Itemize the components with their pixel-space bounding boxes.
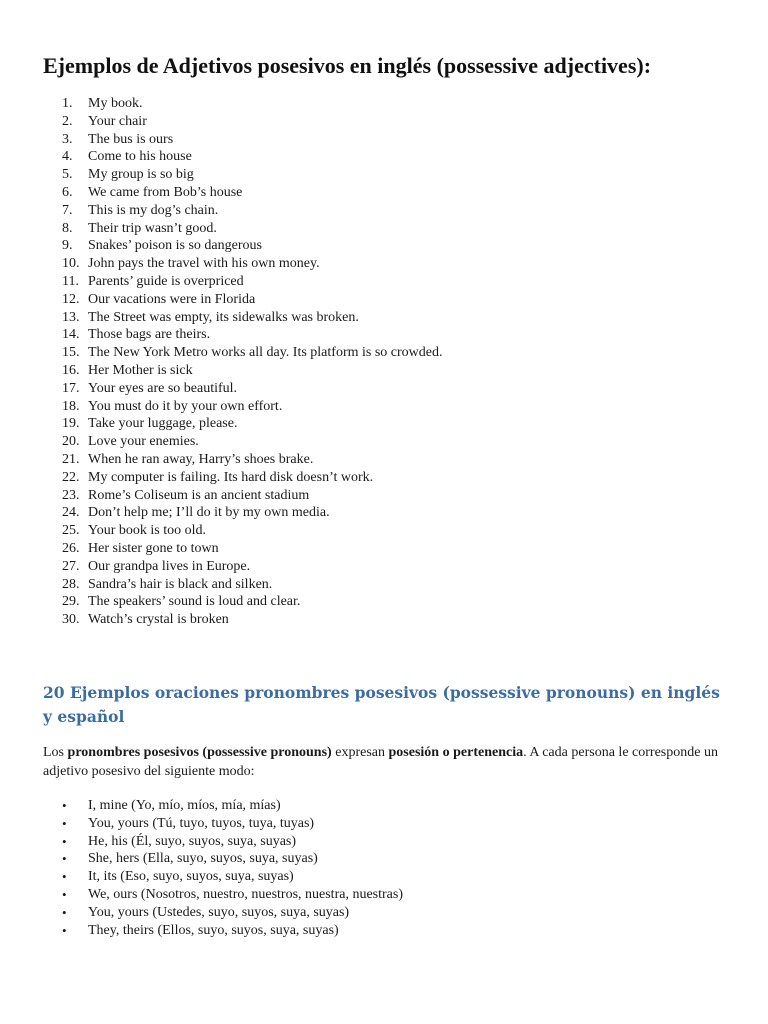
list-item-text: Our vacations were in Florida bbox=[88, 291, 256, 307]
list-item bbox=[0, 593, 720, 611]
bullet-item bbox=[0, 886, 720, 904]
list-item-number: 6. bbox=[62, 184, 73, 200]
list-item-text: My computer is failing. Its hard disk doesn’t work. bbox=[88, 469, 374, 485]
list-item bbox=[0, 184, 720, 202]
list-item bbox=[0, 380, 720, 398]
bullet-item-text: She, hers (Ella, suyo, suyos, suya, suyas) bbox=[88, 851, 318, 867]
bullet-icon: • bbox=[62, 904, 67, 920]
list-item bbox=[0, 273, 720, 291]
list-item-number: 9. bbox=[62, 238, 73, 254]
list-item-text: Your chair bbox=[88, 113, 147, 129]
list-item-text: Your book is too old. bbox=[88, 523, 206, 539]
list-item-number: 27. bbox=[62, 558, 80, 574]
paragraph-text: . A cada persona le corresponde un adjetivo posesivo del siguiente modo: bbox=[43, 745, 718, 779]
bullet-item-text: We, ours (Nosotros, nuestro, nuestros, nuestra, nuestras) bbox=[88, 886, 403, 902]
list-item-number: 25. bbox=[62, 523, 80, 539]
list-item-number: 5. bbox=[62, 167, 73, 183]
intro-paragraph bbox=[43, 743, 718, 781]
list-item-text: Their trip wasn’t good. bbox=[88, 220, 217, 236]
list-item-number: 24. bbox=[62, 505, 80, 521]
bullet-item bbox=[0, 904, 720, 922]
list-item bbox=[0, 255, 720, 273]
list-item-text: Love your enemies. bbox=[88, 434, 199, 450]
list-item-text: Her sister gone to town bbox=[88, 540, 219, 556]
list-item bbox=[0, 398, 720, 416]
list-item-text: We came from Bob’s house bbox=[88, 184, 243, 200]
list-item bbox=[0, 344, 720, 362]
page-title: Ejemplos de Adjetivos posesivos en inglés (possessive adjectives): bbox=[43, 53, 652, 78]
list-item-number: 20. bbox=[62, 434, 80, 450]
list-item bbox=[0, 558, 720, 576]
list-item bbox=[0, 95, 720, 113]
list-item-number: 19. bbox=[62, 416, 80, 432]
section-heading: 20 Ejemplos oraciones pronombres posesivos (possessive pronouns) en inglés y español bbox=[43, 683, 720, 726]
bullet-icon: • bbox=[62, 869, 67, 885]
list-item-text: Your eyes are so beautiful. bbox=[88, 380, 238, 396]
list-item-number: 26. bbox=[62, 540, 80, 556]
list-item bbox=[0, 469, 720, 487]
list-item bbox=[0, 166, 720, 184]
list-item bbox=[0, 451, 720, 469]
list-item-number: 10. bbox=[62, 256, 80, 272]
list-item bbox=[0, 415, 720, 433]
list-item-number: 21. bbox=[62, 451, 80, 467]
possessive-pronouns-list bbox=[0, 797, 720, 939]
list-item-number: 3. bbox=[62, 131, 73, 147]
bullet-item-text: I, mine (Yo, mío, míos, mía, mías) bbox=[88, 798, 281, 813]
bullet-item bbox=[0, 815, 720, 833]
list-item-text: Parents’ guide is overpriced bbox=[88, 273, 244, 289]
list-item-text: This is my dog’s chain. bbox=[88, 202, 219, 218]
bullet-icon: • bbox=[62, 798, 67, 813]
list-item-text: Our grandpa lives in Europe. bbox=[88, 558, 251, 574]
list-item-number: 30. bbox=[62, 612, 80, 628]
list-item bbox=[0, 202, 720, 220]
bullet-item bbox=[0, 833, 720, 851]
bullet-item-text: They, theirs (Ellos, suyo, suyos, suya, suyas) bbox=[88, 922, 339, 938]
list-item-text: Sandra’s hair is black and silken. bbox=[88, 576, 273, 592]
list-item bbox=[0, 326, 720, 344]
list-item bbox=[0, 522, 720, 540]
list-item-text: The New York Metro works all day. Its platform is so crowded. bbox=[88, 345, 443, 361]
list-item-number: 17. bbox=[62, 380, 80, 396]
list-item-text: The bus is ours bbox=[88, 131, 174, 147]
list-item bbox=[0, 433, 720, 451]
list-item-number: 13. bbox=[62, 309, 80, 325]
list-item bbox=[0, 131, 720, 149]
bullet-item bbox=[0, 797, 720, 815]
bullet-item-text: He, his (Él, suyo, suyos, suya, suyas) bbox=[88, 833, 297, 849]
list-item-number: 7. bbox=[62, 202, 73, 218]
bullet-icon: • bbox=[62, 815, 67, 831]
list-item bbox=[0, 576, 720, 594]
bullet-icon: • bbox=[62, 922, 67, 938]
paragraph-text: expresan bbox=[331, 745, 389, 760]
list-item-number: 22. bbox=[62, 469, 80, 485]
list-item-text: The Street was empty, its sidewalks was broken. bbox=[88, 309, 359, 325]
list-item bbox=[0, 113, 720, 131]
list-item bbox=[0, 611, 720, 629]
list-item bbox=[0, 148, 720, 166]
bullet-item bbox=[0, 850, 720, 868]
list-item-number: 15. bbox=[62, 345, 80, 361]
bullet-item-text: You, yours (Ustedes, suyo, suyos, suya, suyas) bbox=[88, 904, 350, 920]
bullet-icon: • bbox=[62, 886, 67, 902]
bullet-icon: • bbox=[62, 851, 67, 867]
list-item-number: 14. bbox=[62, 327, 80, 343]
list-item-number: 11. bbox=[62, 273, 79, 289]
list-item bbox=[0, 504, 720, 522]
list-item-text: Her Mother is sick bbox=[88, 362, 193, 378]
bullet-item-text: It, its (Eso, suyo, suyos, suya, suyas) bbox=[88, 869, 294, 885]
bullet-item bbox=[0, 868, 720, 886]
list-item bbox=[0, 309, 720, 327]
list-item-text: Don’t help me; I’ll do it by my own media. bbox=[88, 505, 330, 521]
list-item-number: 29. bbox=[62, 594, 80, 610]
list-item-text: My group is so big bbox=[88, 167, 194, 183]
paragraph-bold-term: pronombres posesivos (possessive pronouns) bbox=[67, 745, 332, 760]
list-item-text: Rome’s Coliseum is an ancient stadium bbox=[88, 487, 310, 503]
paragraph-text: Los bbox=[43, 745, 68, 760]
list-item-text: The speakers’ sound is loud and clear. bbox=[88, 594, 301, 610]
paragraph-bold-term: posesión o pertenencia bbox=[388, 745, 524, 760]
list-item-text: John pays the travel with his own money. bbox=[88, 256, 320, 272]
list-item bbox=[0, 291, 720, 309]
list-item-number: 18. bbox=[62, 398, 80, 414]
list-item-number: 1. bbox=[62, 96, 73, 111]
list-item-text: Come to his house bbox=[88, 149, 192, 165]
list-item-text: You must do it by your own effort. bbox=[88, 398, 283, 414]
list-item-text: My book. bbox=[88, 96, 143, 111]
list-item-number: 2. bbox=[62, 113, 73, 129]
bullet-item bbox=[0, 922, 720, 940]
list-item-number: 8. bbox=[62, 220, 73, 236]
list-item-text: Snakes’ poison is so dangerous bbox=[88, 238, 262, 254]
list-item-text: Watch’s crystal is broken bbox=[88, 612, 229, 628]
list-item bbox=[0, 540, 720, 558]
list-item-number: 4. bbox=[62, 149, 73, 165]
list-item bbox=[0, 237, 720, 255]
bullet-item-text: You, yours (Tú, tuyo, tuyos, tuya, tuyas) bbox=[88, 815, 315, 831]
list-item bbox=[0, 362, 720, 380]
list-item bbox=[0, 220, 720, 238]
list-item-text: When he ran away, Harry’s shoes brake. bbox=[88, 451, 314, 467]
list-item-number: 28. bbox=[62, 576, 80, 592]
list-item-number: 12. bbox=[62, 291, 80, 307]
possessive-adjectives-list bbox=[0, 95, 720, 629]
list-item bbox=[0, 487, 720, 505]
bullet-icon: • bbox=[62, 833, 67, 849]
list-item-text: Those bags are theirs. bbox=[88, 327, 211, 343]
list-item-number: 23. bbox=[62, 487, 80, 503]
list-item-number: 16. bbox=[62, 362, 80, 378]
list-item-text: Take your luggage, please. bbox=[88, 416, 238, 432]
